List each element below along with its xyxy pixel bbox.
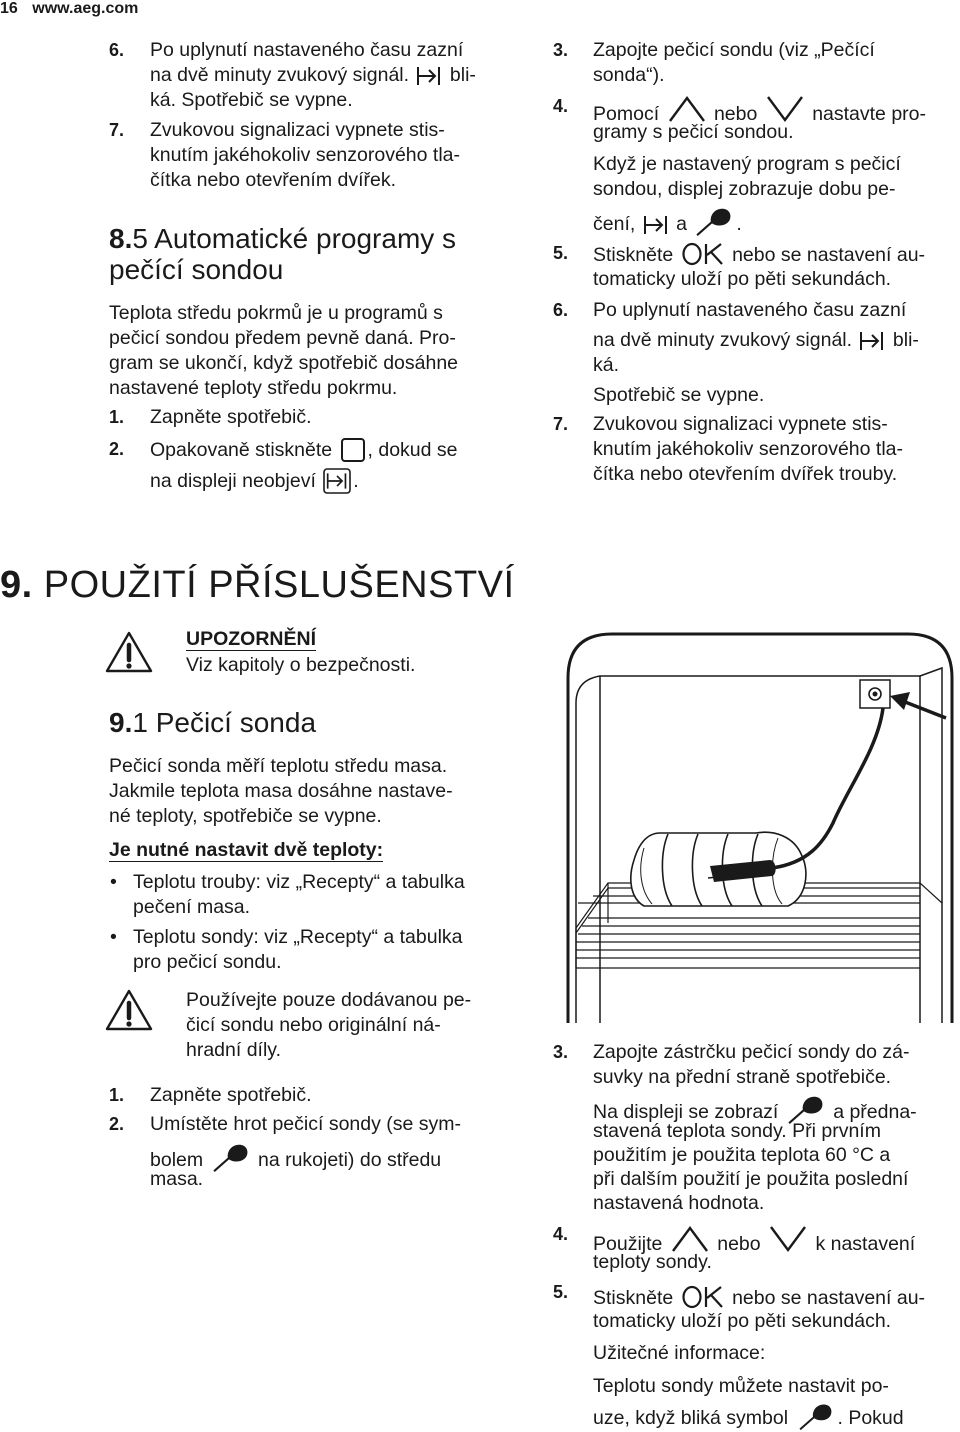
- step-text-part: a: [676, 213, 687, 235]
- probe-icon: [694, 206, 734, 238]
- heading-number: 9.: [109, 707, 133, 738]
- step-text-part: Stiskněte: [593, 244, 674, 266]
- step-text-part: .: [353, 470, 359, 492]
- step-text-part: Stiskněte: [593, 1287, 674, 1309]
- step-number: 5.: [553, 1282, 569, 1302]
- step-text-part: na dvě minuty zvukový signál.: [150, 64, 410, 86]
- step-text: stavená teplota sondy. Při prvním: [593, 1120, 881, 1142]
- step-text: [593, 328, 919, 353]
- step-number: 6.: [109, 40, 125, 60]
- step-number: 5.: [553, 243, 569, 263]
- step-number: 4.: [553, 1224, 569, 1244]
- step-text: nastavená hodnota.: [593, 1192, 765, 1214]
- useful-info-heading: Užitečné informace:: [593, 1342, 766, 1364]
- step-number: 3.: [553, 40, 569, 60]
- step-text-part: Na displeji se zobrazí: [593, 1101, 779, 1123]
- step-text-part: čení,: [593, 213, 636, 235]
- step-text-part: bli-: [892, 329, 919, 351]
- oven-cavity-outline: [568, 634, 952, 1023]
- step-text: ká.: [593, 354, 620, 376]
- timer-end-icon: [859, 330, 885, 352]
- square-button-icon: [340, 437, 366, 463]
- page-number: 16: [0, 0, 18, 17]
- step-text: [593, 241, 925, 268]
- chapter-text: POUŽITÍ PŘÍSLUŠENSTVÍ: [32, 564, 515, 606]
- step-text: Teplotu sondy můžete nastavit po-: [593, 1375, 889, 1397]
- step-text: sonda“).: [593, 64, 665, 86]
- step-text: [150, 437, 458, 463]
- section-heading-9-1: [109, 707, 316, 738]
- step-text: čítka nebo otevřením dvířek.: [150, 169, 397, 191]
- timer-end-icon: [643, 214, 669, 236]
- step-text: Zapněte spotřebič.: [150, 406, 312, 428]
- step-text-part: bli-: [449, 64, 476, 86]
- step-number: 7.: [553, 414, 569, 434]
- step-text: Po uplynutí nastaveného času zazní: [593, 299, 907, 321]
- step-number: 4.: [553, 96, 569, 116]
- step-text: suvky na přední straně spotřebiče.: [593, 1066, 892, 1088]
- step-text: Zvukovou signalizaci vypnete stis-: [593, 413, 888, 435]
- step-number: 6.: [553, 300, 569, 320]
- paragraph-line: Teplota středu pokrmů je u programů s: [109, 302, 443, 324]
- step-number: 2.: [109, 1114, 125, 1134]
- step-number: 1.: [109, 1085, 125, 1105]
- step-text-part: na rukojeti) do středu: [257, 1149, 442, 1171]
- step-text-part: Pomocí: [593, 103, 660, 125]
- step-text-part: uze, když bliká symbol: [593, 1407, 789, 1429]
- step-text: teploty sondy.: [593, 1251, 712, 1273]
- step-text-part: Použijte: [593, 1233, 663, 1255]
- step-number: 3.: [553, 1042, 569, 1062]
- step-text-part: , dokud se: [367, 439, 458, 461]
- step-text: sondou, displej zobrazuje dobu pe-: [593, 178, 896, 200]
- chapter-title: [0, 565, 515, 605]
- warning-icon: [104, 988, 154, 1032]
- step-text: [150, 468, 359, 494]
- step-text: Spotřebič se vypne.: [593, 384, 765, 406]
- step-text: čítka nebo otevřením dvířek trouby.: [593, 463, 898, 485]
- step-text-part: nebo: [713, 103, 758, 125]
- step-text: masa.: [150, 1168, 204, 1190]
- step-text: Zapojte zástrčku pečicí sondy do zá-: [593, 1041, 910, 1063]
- bullet-text: Teplotu trouby: viz „Recepty“ a tabulka: [133, 871, 465, 893]
- page-header: [0, 0, 138, 18]
- section-heading-8-5-line2: pečící sondou: [109, 254, 284, 285]
- paragraph-line: né teploty, spotřebiče se vypne.: [109, 805, 382, 827]
- step-text: Po uplynutí nastaveného času zazní: [150, 39, 464, 61]
- paragraph-line: Jakmile teplota masa dosáhne nastave-: [109, 780, 453, 802]
- paragraph-line: nastavené teploty středu pokrmu.: [109, 377, 398, 399]
- step-text-part: a přednа-: [833, 1101, 917, 1123]
- timer-end-display-icon: [323, 468, 351, 494]
- section-heading-8-5: [109, 223, 456, 254]
- step-text: Umístěte hrot pečicí sondy (se sym-: [150, 1113, 462, 1135]
- step-text: [593, 206, 742, 238]
- step-text: knutím jakéhokoliv senzorového tla-: [150, 144, 460, 166]
- step-text-part: nebo se nastavení au-: [732, 244, 926, 266]
- step-text-part: na displeji neobjeví: [150, 470, 316, 492]
- step-text: Zapojte pečicí sondu (viz „Pečící: [593, 39, 875, 61]
- paragraph-line: gram se ukončí, když spotřebič dosáhne: [109, 352, 459, 374]
- bullet-text: pečení masa.: [133, 896, 251, 918]
- warning-text: čicí sondu nebo originální ná-: [186, 1014, 441, 1036]
- heading-text: 5 Automatické programy s: [132, 223, 457, 254]
- warning-text: Viz kapitoly o bezpečnosti.: [186, 654, 416, 676]
- step-text: tomaticky uloží po pěti sekundách.: [593, 1310, 892, 1332]
- step-text: použitím je použita teplota 60 °C a: [593, 1144, 891, 1166]
- probe-icon: [796, 1402, 836, 1432]
- probe-socket: [860, 680, 890, 708]
- probe-icon: [211, 1142, 251, 1174]
- arrow-pointer: [890, 692, 946, 718]
- subheading-need-two-temps: Je nutné nastavit dvě teploty:: [109, 839, 384, 861]
- step-text-part: k nastavení: [815, 1233, 916, 1255]
- heading-text: 1 Pečicí sonda: [132, 707, 317, 738]
- step-text: Zapněte spotřebič.: [150, 1084, 312, 1106]
- step-number: 7.: [109, 120, 125, 140]
- warning-icon: [104, 630, 154, 674]
- warning-text: hradní díly.: [186, 1039, 282, 1061]
- paragraph-line: pečicí sondou předem pevně daná. Pro-: [109, 327, 456, 349]
- step-text-part: bolem: [150, 1149, 204, 1171]
- step-text-part: na dvě minuty zvukový signál.: [593, 329, 853, 351]
- step-text-part: .: [736, 213, 742, 235]
- bullet: •: [110, 926, 117, 948]
- step-text: [593, 1402, 904, 1432]
- step-text: Zvukovou signalizaci vypnete stis-: [150, 119, 445, 141]
- step-text: ká. Spotřebič se vypne.: [150, 89, 353, 111]
- step-text-part: . Pokud: [837, 1407, 904, 1429]
- ok-icon: [681, 1284, 725, 1310]
- chapter-number: 9.: [0, 564, 33, 606]
- step-text: [593, 1284, 925, 1311]
- step-text: Když je nastavený program s pečicí: [593, 153, 901, 175]
- warning-title: UPOZORNĚNÍ: [186, 628, 317, 650]
- step-number: 2.: [109, 439, 125, 459]
- paragraph-line: Pečicí sonda měří teplotu středu masa.: [109, 755, 448, 777]
- step-number: 1.: [109, 407, 125, 427]
- ok-icon: [681, 241, 725, 267]
- bullet-text: Teplotu sondy: viz „Recepty“ a tabulka: [133, 926, 463, 948]
- step-text: knutím jakéhokoliv senzorového tla-: [593, 438, 903, 460]
- oven-probe-illustration: [548, 628, 960, 1023]
- warning-text: Používejte pouze dodávanou pe-: [186, 989, 472, 1011]
- step-text: při dalším použití je použita poslední: [593, 1168, 909, 1190]
- down-arrow-icon: [768, 1224, 808, 1254]
- timer-end-icon: [416, 65, 442, 87]
- step-text-part: nebo se nastavení au-: [732, 1287, 926, 1309]
- step-text-part: Opakovaně stiskněte: [150, 439, 333, 461]
- step-text-part: nebo: [717, 1233, 761, 1255]
- step-text: [150, 63, 476, 88]
- step-text-part: nastavte pro-: [812, 103, 926, 125]
- heading-number: 8.: [109, 223, 133, 254]
- step-text: gramy s pečicí sondou.: [593, 121, 794, 143]
- site-url[interactable]: www.aeg.com: [32, 0, 139, 17]
- step-text: tomaticky uloží po pěti sekundách.: [593, 268, 892, 290]
- bullet-text: pro pečicí sondu.: [133, 951, 282, 973]
- bullet: •: [110, 871, 117, 893]
